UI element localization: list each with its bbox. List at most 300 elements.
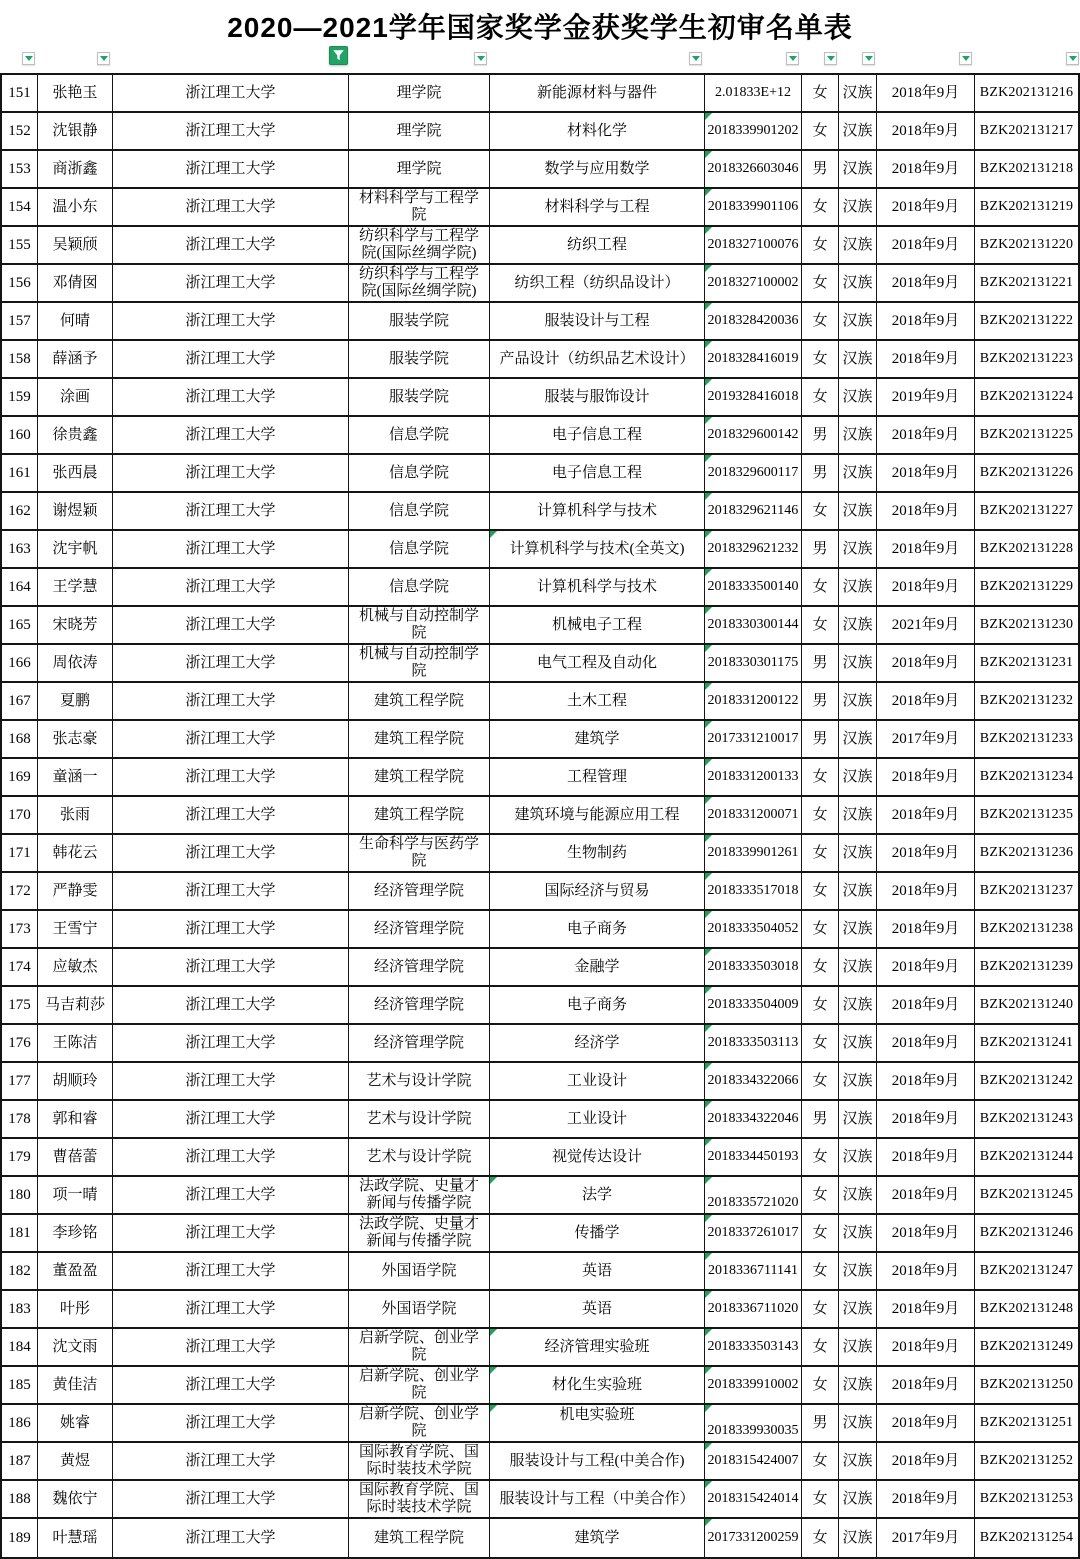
- student-id-cell[interactable]: [705, 683, 802, 719]
- university-cell[interactable]: [113, 1367, 349, 1403]
- row-number-cell[interactable]: [2, 151, 38, 187]
- enroll-date-cell[interactable]: [877, 683, 975, 719]
- student-id-cell[interactable]: [705, 227, 802, 263]
- ethnicity-cell[interactable]: [839, 379, 877, 415]
- name-cell[interactable]: [38, 1405, 113, 1441]
- college-cell[interactable]: [349, 151, 490, 187]
- university-cell[interactable]: [113, 835, 349, 871]
- gender-cell[interactable]: [802, 759, 839, 795]
- gender-cell[interactable]: [802, 1025, 839, 1061]
- award-number-cell[interactable]: [975, 721, 1078, 757]
- ethnicity-cell[interactable]: [839, 645, 877, 681]
- row-number-cell[interactable]: [2, 911, 38, 947]
- university-cell[interactable]: [113, 1519, 349, 1557]
- student-id-cell[interactable]: [705, 1443, 802, 1479]
- row-number-cell[interactable]: [2, 265, 38, 301]
- ethnicity-cell[interactable]: [839, 1405, 877, 1441]
- enroll-date-cell[interactable]: [877, 227, 975, 263]
- university-cell[interactable]: [113, 455, 349, 491]
- name-cell[interactable]: [38, 721, 113, 757]
- name-cell[interactable]: [38, 1329, 113, 1365]
- gender-cell[interactable]: [802, 645, 839, 681]
- gender-cell[interactable]: [802, 151, 839, 187]
- student-id-cell[interactable]: [705, 1519, 802, 1557]
- enroll-date-cell[interactable]: [877, 607, 975, 643]
- major-cell[interactable]: [490, 1291, 705, 1327]
- major-cell[interactable]: [490, 493, 705, 529]
- ethnicity-cell[interactable]: [839, 303, 877, 339]
- row-number-cell[interactable]: [2, 721, 38, 757]
- major-cell[interactable]: [490, 455, 705, 491]
- row-number-cell[interactable]: [2, 1063, 38, 1099]
- student-id-cell[interactable]: [705, 379, 802, 415]
- college-cell[interactable]: [349, 949, 490, 985]
- major-cell[interactable]: [490, 265, 705, 301]
- major-cell[interactable]: [490, 721, 705, 757]
- college-cell[interactable]: [349, 759, 490, 795]
- enroll-date-cell[interactable]: [877, 1025, 975, 1061]
- award-number-cell[interactable]: [975, 987, 1078, 1023]
- enroll-date-cell[interactable]: [877, 1405, 975, 1441]
- filter-button-row-number[interactable]: [22, 52, 35, 65]
- name-cell[interactable]: [38, 1519, 113, 1557]
- award-number-cell[interactable]: [975, 1101, 1078, 1137]
- university-cell[interactable]: [113, 113, 349, 149]
- name-cell[interactable]: [38, 1481, 113, 1517]
- university-cell[interactable]: [113, 1443, 349, 1479]
- award-number-cell[interactable]: [975, 227, 1078, 263]
- row-number-cell[interactable]: [2, 417, 38, 453]
- ethnicity-cell[interactable]: [839, 1177, 877, 1213]
- university-cell[interactable]: [113, 569, 349, 605]
- award-number-cell[interactable]: [975, 189, 1078, 225]
- row-number-cell[interactable]: [2, 759, 38, 795]
- name-cell[interactable]: [38, 1063, 113, 1099]
- college-cell[interactable]: [349, 265, 490, 301]
- ethnicity-cell[interactable]: [839, 493, 877, 529]
- ethnicity-cell[interactable]: [839, 1253, 877, 1289]
- student-id-cell[interactable]: [705, 1177, 802, 1213]
- university-cell[interactable]: [113, 265, 349, 301]
- name-cell[interactable]: [38, 1215, 113, 1251]
- student-id-cell[interactable]: [705, 455, 802, 491]
- gender-cell[interactable]: [802, 1177, 839, 1213]
- major-cell[interactable]: [490, 379, 705, 415]
- ethnicity-cell[interactable]: [839, 683, 877, 719]
- enroll-date-cell[interactable]: [877, 835, 975, 871]
- award-number-cell[interactable]: [975, 1215, 1078, 1251]
- row-number-cell[interactable]: [2, 531, 38, 567]
- major-cell[interactable]: [490, 1101, 705, 1137]
- ethnicity-cell[interactable]: [839, 835, 877, 871]
- university-cell[interactable]: [113, 1291, 349, 1327]
- name-cell[interactable]: [38, 531, 113, 567]
- enroll-date-cell[interactable]: [877, 1063, 975, 1099]
- ethnicity-cell[interactable]: [839, 113, 877, 149]
- enroll-date-cell[interactable]: [877, 987, 975, 1023]
- filter-button-ethnicity[interactable]: [862, 52, 875, 65]
- student-id-cell[interactable]: [705, 1367, 802, 1403]
- gender-cell[interactable]: [802, 683, 839, 719]
- university-cell[interactable]: [113, 797, 349, 833]
- gender-cell[interactable]: [802, 569, 839, 605]
- major-cell[interactable]: [490, 911, 705, 947]
- row-number-cell[interactable]: [2, 455, 38, 491]
- award-number-cell[interactable]: [975, 1329, 1078, 1365]
- name-cell[interactable]: [38, 1139, 113, 1175]
- award-number-cell[interactable]: [975, 1291, 1078, 1327]
- filter-button-award-number[interactable]: [1066, 52, 1079, 65]
- college-cell[interactable]: [349, 303, 490, 339]
- ethnicity-cell[interactable]: [839, 797, 877, 833]
- award-number-cell[interactable]: [975, 341, 1078, 377]
- name-cell[interactable]: [38, 987, 113, 1023]
- gender-cell[interactable]: [802, 1139, 839, 1175]
- major-cell[interactable]: [490, 1329, 705, 1365]
- name-cell[interactable]: [38, 455, 113, 491]
- college-cell[interactable]: [349, 987, 490, 1023]
- college-cell[interactable]: [349, 873, 490, 909]
- university-cell[interactable]: [113, 987, 349, 1023]
- filter-button-major[interactable]: [689, 52, 702, 65]
- name-cell[interactable]: [38, 113, 113, 149]
- enroll-date-cell[interactable]: [877, 303, 975, 339]
- award-number-cell[interactable]: [975, 1519, 1078, 1557]
- name-cell[interactable]: [38, 949, 113, 985]
- student-id-cell[interactable]: [705, 1405, 802, 1441]
- enroll-date-cell[interactable]: [877, 949, 975, 985]
- row-number-cell[interactable]: [2, 835, 38, 871]
- college-cell[interactable]: [349, 645, 490, 681]
- student-id-cell[interactable]: [705, 265, 802, 301]
- gender-cell[interactable]: [802, 1101, 839, 1137]
- gender-cell[interactable]: [802, 1329, 839, 1365]
- ethnicity-cell[interactable]: [839, 721, 877, 757]
- filter-button-name[interactable]: [97, 52, 110, 65]
- college-cell[interactable]: [349, 531, 490, 567]
- ethnicity-cell[interactable]: [839, 227, 877, 263]
- award-number-cell[interactable]: [975, 113, 1078, 149]
- name-cell[interactable]: [38, 759, 113, 795]
- gender-cell[interactable]: [802, 1215, 839, 1251]
- award-number-cell[interactable]: [975, 683, 1078, 719]
- enroll-date-cell[interactable]: [877, 113, 975, 149]
- major-cell[interactable]: [490, 1215, 705, 1251]
- university-cell[interactable]: [113, 645, 349, 681]
- enroll-date-cell[interactable]: [877, 1519, 975, 1557]
- row-number-cell[interactable]: [2, 1405, 38, 1441]
- award-number-cell[interactable]: [975, 797, 1078, 833]
- university-cell[interactable]: [113, 873, 349, 909]
- gender-cell[interactable]: [802, 227, 839, 263]
- college-cell[interactable]: [349, 1519, 490, 1557]
- gender-cell[interactable]: [802, 303, 839, 339]
- ethnicity-cell[interactable]: [839, 151, 877, 187]
- student-id-cell[interactable]: [705, 417, 802, 453]
- ethnicity-cell[interactable]: [839, 189, 877, 225]
- name-cell[interactable]: [38, 1177, 113, 1213]
- student-id-cell[interactable]: [705, 797, 802, 833]
- student-id-cell[interactable]: [705, 569, 802, 605]
- student-id-cell[interactable]: [705, 1063, 802, 1099]
- row-number-cell[interactable]: [2, 1329, 38, 1365]
- major-cell[interactable]: [490, 1177, 705, 1213]
- gender-cell[interactable]: [802, 455, 839, 491]
- gender-cell[interactable]: [802, 797, 839, 833]
- gender-cell[interactable]: [802, 949, 839, 985]
- university-cell[interactable]: [113, 379, 349, 415]
- major-cell[interactable]: [490, 1481, 705, 1517]
- ethnicity-cell[interactable]: [839, 1025, 877, 1061]
- enroll-date-cell[interactable]: [877, 531, 975, 567]
- row-number-cell[interactable]: [2, 607, 38, 643]
- award-number-cell[interactable]: [975, 1177, 1078, 1213]
- row-number-cell[interactable]: [2, 75, 38, 111]
- enroll-date-cell[interactable]: [877, 645, 975, 681]
- enroll-date-cell[interactable]: [877, 1139, 975, 1175]
- major-cell[interactable]: [490, 1367, 705, 1403]
- student-id-cell[interactable]: [705, 1139, 802, 1175]
- student-id-cell[interactable]: [705, 1025, 802, 1061]
- major-cell[interactable]: [490, 797, 705, 833]
- row-number-cell[interactable]: [2, 379, 38, 415]
- major-cell[interactable]: [490, 759, 705, 795]
- name-cell[interactable]: [38, 189, 113, 225]
- name-cell[interactable]: [38, 911, 113, 947]
- name-cell[interactable]: [38, 1443, 113, 1479]
- gender-cell[interactable]: [802, 531, 839, 567]
- university-cell[interactable]: [113, 1329, 349, 1365]
- ethnicity-cell[interactable]: [839, 911, 877, 947]
- enroll-date-cell[interactable]: [877, 417, 975, 453]
- row-number-cell[interactable]: [2, 1139, 38, 1175]
- major-cell[interactable]: [490, 227, 705, 263]
- major-cell[interactable]: [490, 607, 705, 643]
- ethnicity-cell[interactable]: [839, 987, 877, 1023]
- university-cell[interactable]: [113, 531, 349, 567]
- major-cell[interactable]: [490, 1405, 705, 1441]
- college-cell[interactable]: [349, 911, 490, 947]
- name-cell[interactable]: [38, 607, 113, 643]
- major-cell[interactable]: [490, 531, 705, 567]
- row-number-cell[interactable]: [2, 949, 38, 985]
- major-cell[interactable]: [490, 645, 705, 681]
- gender-cell[interactable]: [802, 75, 839, 111]
- college-cell[interactable]: [349, 569, 490, 605]
- award-number-cell[interactable]: [975, 759, 1078, 795]
- gender-cell[interactable]: [802, 1367, 839, 1403]
- university-cell[interactable]: [113, 759, 349, 795]
- university-cell[interactable]: [113, 911, 349, 947]
- ethnicity-cell[interactable]: [839, 1519, 877, 1557]
- enroll-date-cell[interactable]: [877, 341, 975, 377]
- college-cell[interactable]: [349, 607, 490, 643]
- college-cell[interactable]: [349, 1139, 490, 1175]
- ethnicity-cell[interactable]: [839, 1291, 877, 1327]
- enroll-date-cell[interactable]: [877, 1367, 975, 1403]
- major-cell[interactable]: [490, 75, 705, 111]
- enroll-date-cell[interactable]: [877, 1481, 975, 1517]
- row-number-cell[interactable]: [2, 1101, 38, 1137]
- award-number-cell[interactable]: [975, 1405, 1078, 1441]
- name-cell[interactable]: [38, 265, 113, 301]
- major-cell[interactable]: [490, 1519, 705, 1557]
- student-id-cell[interactable]: [705, 1253, 802, 1289]
- row-number-cell[interactable]: [2, 987, 38, 1023]
- major-cell[interactable]: [490, 1139, 705, 1175]
- gender-cell[interactable]: [802, 417, 839, 453]
- name-cell[interactable]: [38, 75, 113, 111]
- major-cell[interactable]: [490, 341, 705, 377]
- enroll-date-cell[interactable]: [877, 455, 975, 491]
- award-number-cell[interactable]: [975, 1367, 1078, 1403]
- student-id-cell[interactable]: [705, 645, 802, 681]
- ethnicity-cell[interactable]: [839, 341, 877, 377]
- university-cell[interactable]: [113, 417, 349, 453]
- student-id-cell[interactable]: [705, 303, 802, 339]
- enroll-date-cell[interactable]: [877, 75, 975, 111]
- filter-button-college[interactable]: [474, 52, 487, 65]
- gender-cell[interactable]: [802, 1253, 839, 1289]
- major-cell[interactable]: [490, 835, 705, 871]
- college-cell[interactable]: [349, 835, 490, 871]
- gender-cell[interactable]: [802, 1481, 839, 1517]
- gender-cell[interactable]: [802, 607, 839, 643]
- ethnicity-cell[interactable]: [839, 455, 877, 491]
- row-number-cell[interactable]: [2, 493, 38, 529]
- gender-cell[interactable]: [802, 873, 839, 909]
- college-cell[interactable]: [349, 455, 490, 491]
- college-cell[interactable]: [349, 1215, 490, 1251]
- student-id-cell[interactable]: [705, 151, 802, 187]
- student-id-cell[interactable]: [705, 1291, 802, 1327]
- ethnicity-cell[interactable]: [839, 1063, 877, 1099]
- gender-cell[interactable]: [802, 265, 839, 301]
- row-number-cell[interactable]: [2, 569, 38, 605]
- college-cell[interactable]: [349, 1291, 490, 1327]
- gender-cell[interactable]: [802, 189, 839, 225]
- name-cell[interactable]: [38, 303, 113, 339]
- university-cell[interactable]: [113, 75, 349, 111]
- gender-cell[interactable]: [802, 987, 839, 1023]
- ethnicity-cell[interactable]: [839, 1139, 877, 1175]
- ethnicity-cell[interactable]: [839, 1215, 877, 1251]
- university-cell[interactable]: [113, 189, 349, 225]
- major-cell[interactable]: [490, 987, 705, 1023]
- university-cell[interactable]: [113, 1101, 349, 1137]
- gender-cell[interactable]: [802, 911, 839, 947]
- ethnicity-cell[interactable]: [839, 569, 877, 605]
- row-number-cell[interactable]: [2, 1215, 38, 1251]
- major-cell[interactable]: [490, 569, 705, 605]
- filter-button-gender[interactable]: [824, 52, 837, 65]
- row-number-cell[interactable]: [2, 797, 38, 833]
- row-number-cell[interactable]: [2, 683, 38, 719]
- row-number-cell[interactable]: [2, 1177, 38, 1213]
- student-id-cell[interactable]: [705, 113, 802, 149]
- university-cell[interactable]: [113, 607, 349, 643]
- college-cell[interactable]: [349, 1443, 490, 1479]
- university-cell[interactable]: [113, 341, 349, 377]
- student-id-cell[interactable]: [705, 835, 802, 871]
- name-cell[interactable]: [38, 1367, 113, 1403]
- award-number-cell[interactable]: [975, 1063, 1078, 1099]
- name-cell[interactable]: [38, 873, 113, 909]
- university-cell[interactable]: [113, 1063, 349, 1099]
- filter-button-student-id[interactable]: [786, 52, 799, 65]
- university-cell[interactable]: [113, 1481, 349, 1517]
- enroll-date-cell[interactable]: [877, 759, 975, 795]
- row-number-cell[interactable]: [2, 1519, 38, 1557]
- enroll-date-cell[interactable]: [877, 1291, 975, 1327]
- student-id-cell[interactable]: [705, 873, 802, 909]
- college-cell[interactable]: [349, 1177, 490, 1213]
- name-cell[interactable]: [38, 341, 113, 377]
- name-cell[interactable]: [38, 379, 113, 415]
- enroll-date-cell[interactable]: [877, 1215, 975, 1251]
- award-number-cell[interactable]: [975, 949, 1078, 985]
- name-cell[interactable]: [38, 645, 113, 681]
- university-cell[interactable]: [113, 721, 349, 757]
- university-cell[interactable]: [113, 1139, 349, 1175]
- award-number-cell[interactable]: [975, 417, 1078, 453]
- gender-cell[interactable]: [802, 379, 839, 415]
- ethnicity-cell[interactable]: [839, 1329, 877, 1365]
- name-cell[interactable]: [38, 151, 113, 187]
- row-number-cell[interactable]: [2, 189, 38, 225]
- name-cell[interactable]: [38, 835, 113, 871]
- student-id-cell[interactable]: [705, 1481, 802, 1517]
- college-cell[interactable]: [349, 189, 490, 225]
- row-number-cell[interactable]: [2, 1367, 38, 1403]
- award-number-cell[interactable]: [975, 1025, 1078, 1061]
- major-cell[interactable]: [490, 113, 705, 149]
- name-cell[interactable]: [38, 417, 113, 453]
- college-cell[interactable]: [349, 493, 490, 529]
- university-cell[interactable]: [113, 1215, 349, 1251]
- student-id-cell[interactable]: [705, 531, 802, 567]
- major-cell[interactable]: [490, 1443, 705, 1479]
- college-cell[interactable]: [349, 227, 490, 263]
- award-number-cell[interactable]: [975, 911, 1078, 947]
- enroll-date-cell[interactable]: [877, 797, 975, 833]
- row-number-cell[interactable]: [2, 303, 38, 339]
- major-cell[interactable]: [490, 303, 705, 339]
- row-number-cell[interactable]: [2, 1025, 38, 1061]
- ethnicity-cell[interactable]: [839, 1367, 877, 1403]
- university-cell[interactable]: [113, 1253, 349, 1289]
- college-cell[interactable]: [349, 1101, 490, 1137]
- ethnicity-cell[interactable]: [839, 265, 877, 301]
- award-number-cell[interactable]: [975, 569, 1078, 605]
- student-id-cell[interactable]: [705, 1329, 802, 1365]
- college-cell[interactable]: [349, 1405, 490, 1441]
- award-number-cell[interactable]: [975, 303, 1078, 339]
- award-number-cell[interactable]: [975, 1139, 1078, 1175]
- college-cell[interactable]: [349, 1253, 490, 1289]
- college-cell[interactable]: [349, 379, 490, 415]
- college-cell[interactable]: [349, 341, 490, 377]
- major-cell[interactable]: [490, 873, 705, 909]
- enroll-date-cell[interactable]: [877, 1101, 975, 1137]
- ethnicity-cell[interactable]: [839, 531, 877, 567]
- award-number-cell[interactable]: [975, 835, 1078, 871]
- ethnicity-cell[interactable]: [839, 1481, 877, 1517]
- enroll-date-cell[interactable]: [877, 873, 975, 909]
- student-id-cell[interactable]: [705, 341, 802, 377]
- award-number-cell[interactable]: [975, 493, 1078, 529]
- name-cell[interactable]: [38, 1101, 113, 1137]
